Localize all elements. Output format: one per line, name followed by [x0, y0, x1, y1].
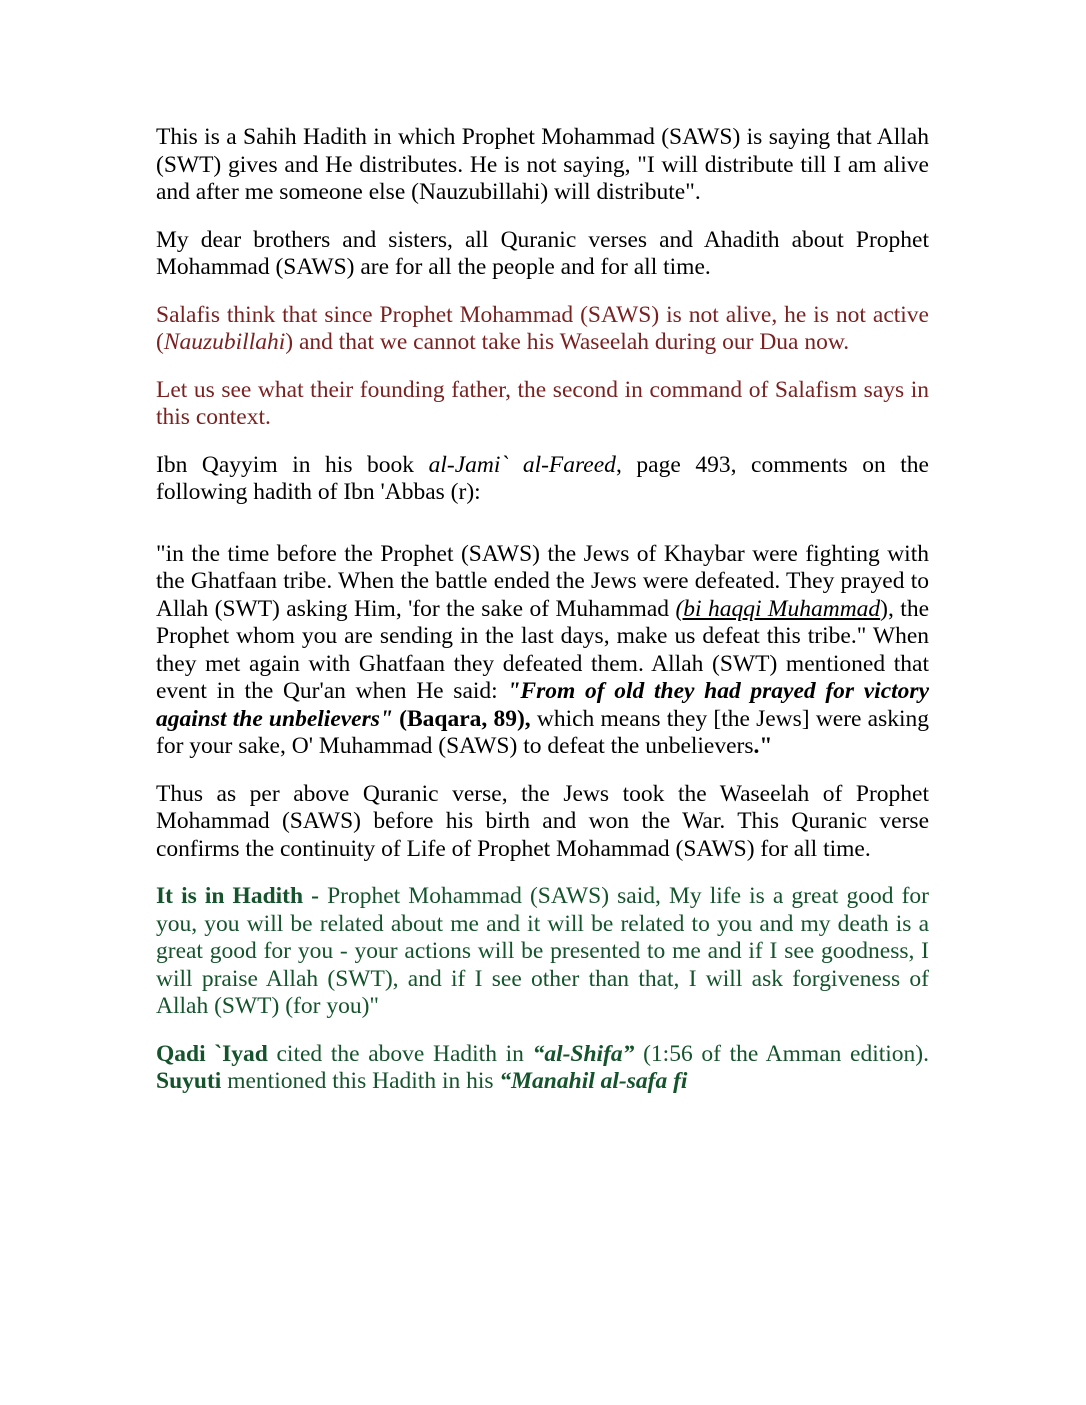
scholar-suyuti: Suyuti: [156, 1068, 222, 1094]
book-title-al-shifa: “al-Shifa”: [532, 1040, 635, 1067]
paragraph-3-run-c: ) and that we cannot take his Waseelah during our Dua now.: [285, 329, 850, 355]
paragraph-9-sources: [156, 1041, 929, 1096]
paragraph-3-run-a: Salafis think that since Prophet Mohammad (SAWS) is not alive, he is not active (: [156, 301, 929, 355]
paragraph-6-closing-punctuation: .": [753, 733, 773, 759]
paragraph-8-run-b: Prophet Mohammad (SAWS) said, My life is a great good for you, you will be related about me and it will be related to you and my death is a great good for you - your actions will be presented to me and if I see goodness, I will praise Allah (SWT), and if I see other than that, I will ask forgiveness of Allah (SWT) (for you)": [156, 883, 930, 1019]
paragraph-2: My dear brothers and sisters, all Quranic verses and Ahadith about Prophet Mohammad (SAWS) are for all the people and for all time.: [156, 226, 929, 280]
paragraph-5-run-c: , page 493, comments on the following hadith of Ibn 'Abbas (r):: [156, 451, 929, 505]
phrase-bi-haqqi-muhammad: (bi haqqi Muhammad: [675, 595, 881, 622]
book-title-al-jami-al-fareed: al-Jami` al-Fareed: [428, 451, 616, 478]
paragraph-6-run-a: "in the time before the Prophet (SAWS) the Jews of Khaybar were fighting with the Ghatfaan tribe. When the battle ended the Jews were defeated. They prayed to Allah (SWT) asking Him, 'for the sake of Muhammad: [156, 540, 929, 622]
paragraph-8-hadith: [156, 883, 929, 1021]
paragraph-9-run-b: cited the above Hadith in: [267, 1040, 533, 1067]
paragraph-5-ibn-qayyim: [156, 452, 929, 507]
book-title-manahil-al-safa: “Manahil al-safa fi: [499, 1068, 688, 1094]
quran-quote-baqara: "From of old they had prayed for victory against the unbelievers": [156, 678, 929, 732]
paragraph-9-run-f: mentioned this Hadith in his: [221, 1068, 500, 1094]
hadith-label: It is in Hadith -: [156, 883, 319, 909]
scholar-qadi-iyad: Qadi `Iyad: [156, 1040, 268, 1067]
paragraph-5-run-a: Ibn Qayyim in his book: [156, 451, 429, 478]
paragraph-4-founding-father: Let us see what their founding father, the second in command of Salafism says in this context.: [156, 376, 929, 430]
document-body: [156, 124, 929, 1096]
paragraph-1: This is a Sahih Hadith in which Prophet Mohammad (SAWS) is saying that Allah (SWT) gives and He distributes. He is not saying, "I will distribute till I am alive and after me someone else (Nauzubillahi) will distribute".: [156, 124, 929, 205]
paragraph-7-conclusion: Thus as per above Quranic verse, the Jews took the Waseelah of Prophet Mohammad (SAWS) before his birth and won the War. This Quranic verse confirms the continuity of Life of Prophet Mohammad (SAWS) for all time.: [156, 780, 929, 862]
paragraph-3-term-nauzubillahi: Nauzubillahi: [163, 329, 286, 355]
paragraph-6-khaybar-quote: [156, 541, 929, 761]
paragraph-6-run-g: which means they [the Jews] were asking for your sake, O' Muhammad (SAWS) to defeat the unbelievers: [156, 705, 930, 759]
quran-citation-baqara-89: (Baqara, 89),: [399, 705, 531, 732]
paragraph-9-run-d: (1:56 of the Amman edition).: [634, 1040, 930, 1067]
paragraph-6-run-c: ), the Prophet whom you are sending in the last days, make us defeat this tribe." When they met again with Ghatfaan they defeated them. Allah (SWT) mentioned that event in the Qur'an when He said:: [156, 595, 929, 704]
paragraph-3-salafis: [156, 302, 929, 357]
